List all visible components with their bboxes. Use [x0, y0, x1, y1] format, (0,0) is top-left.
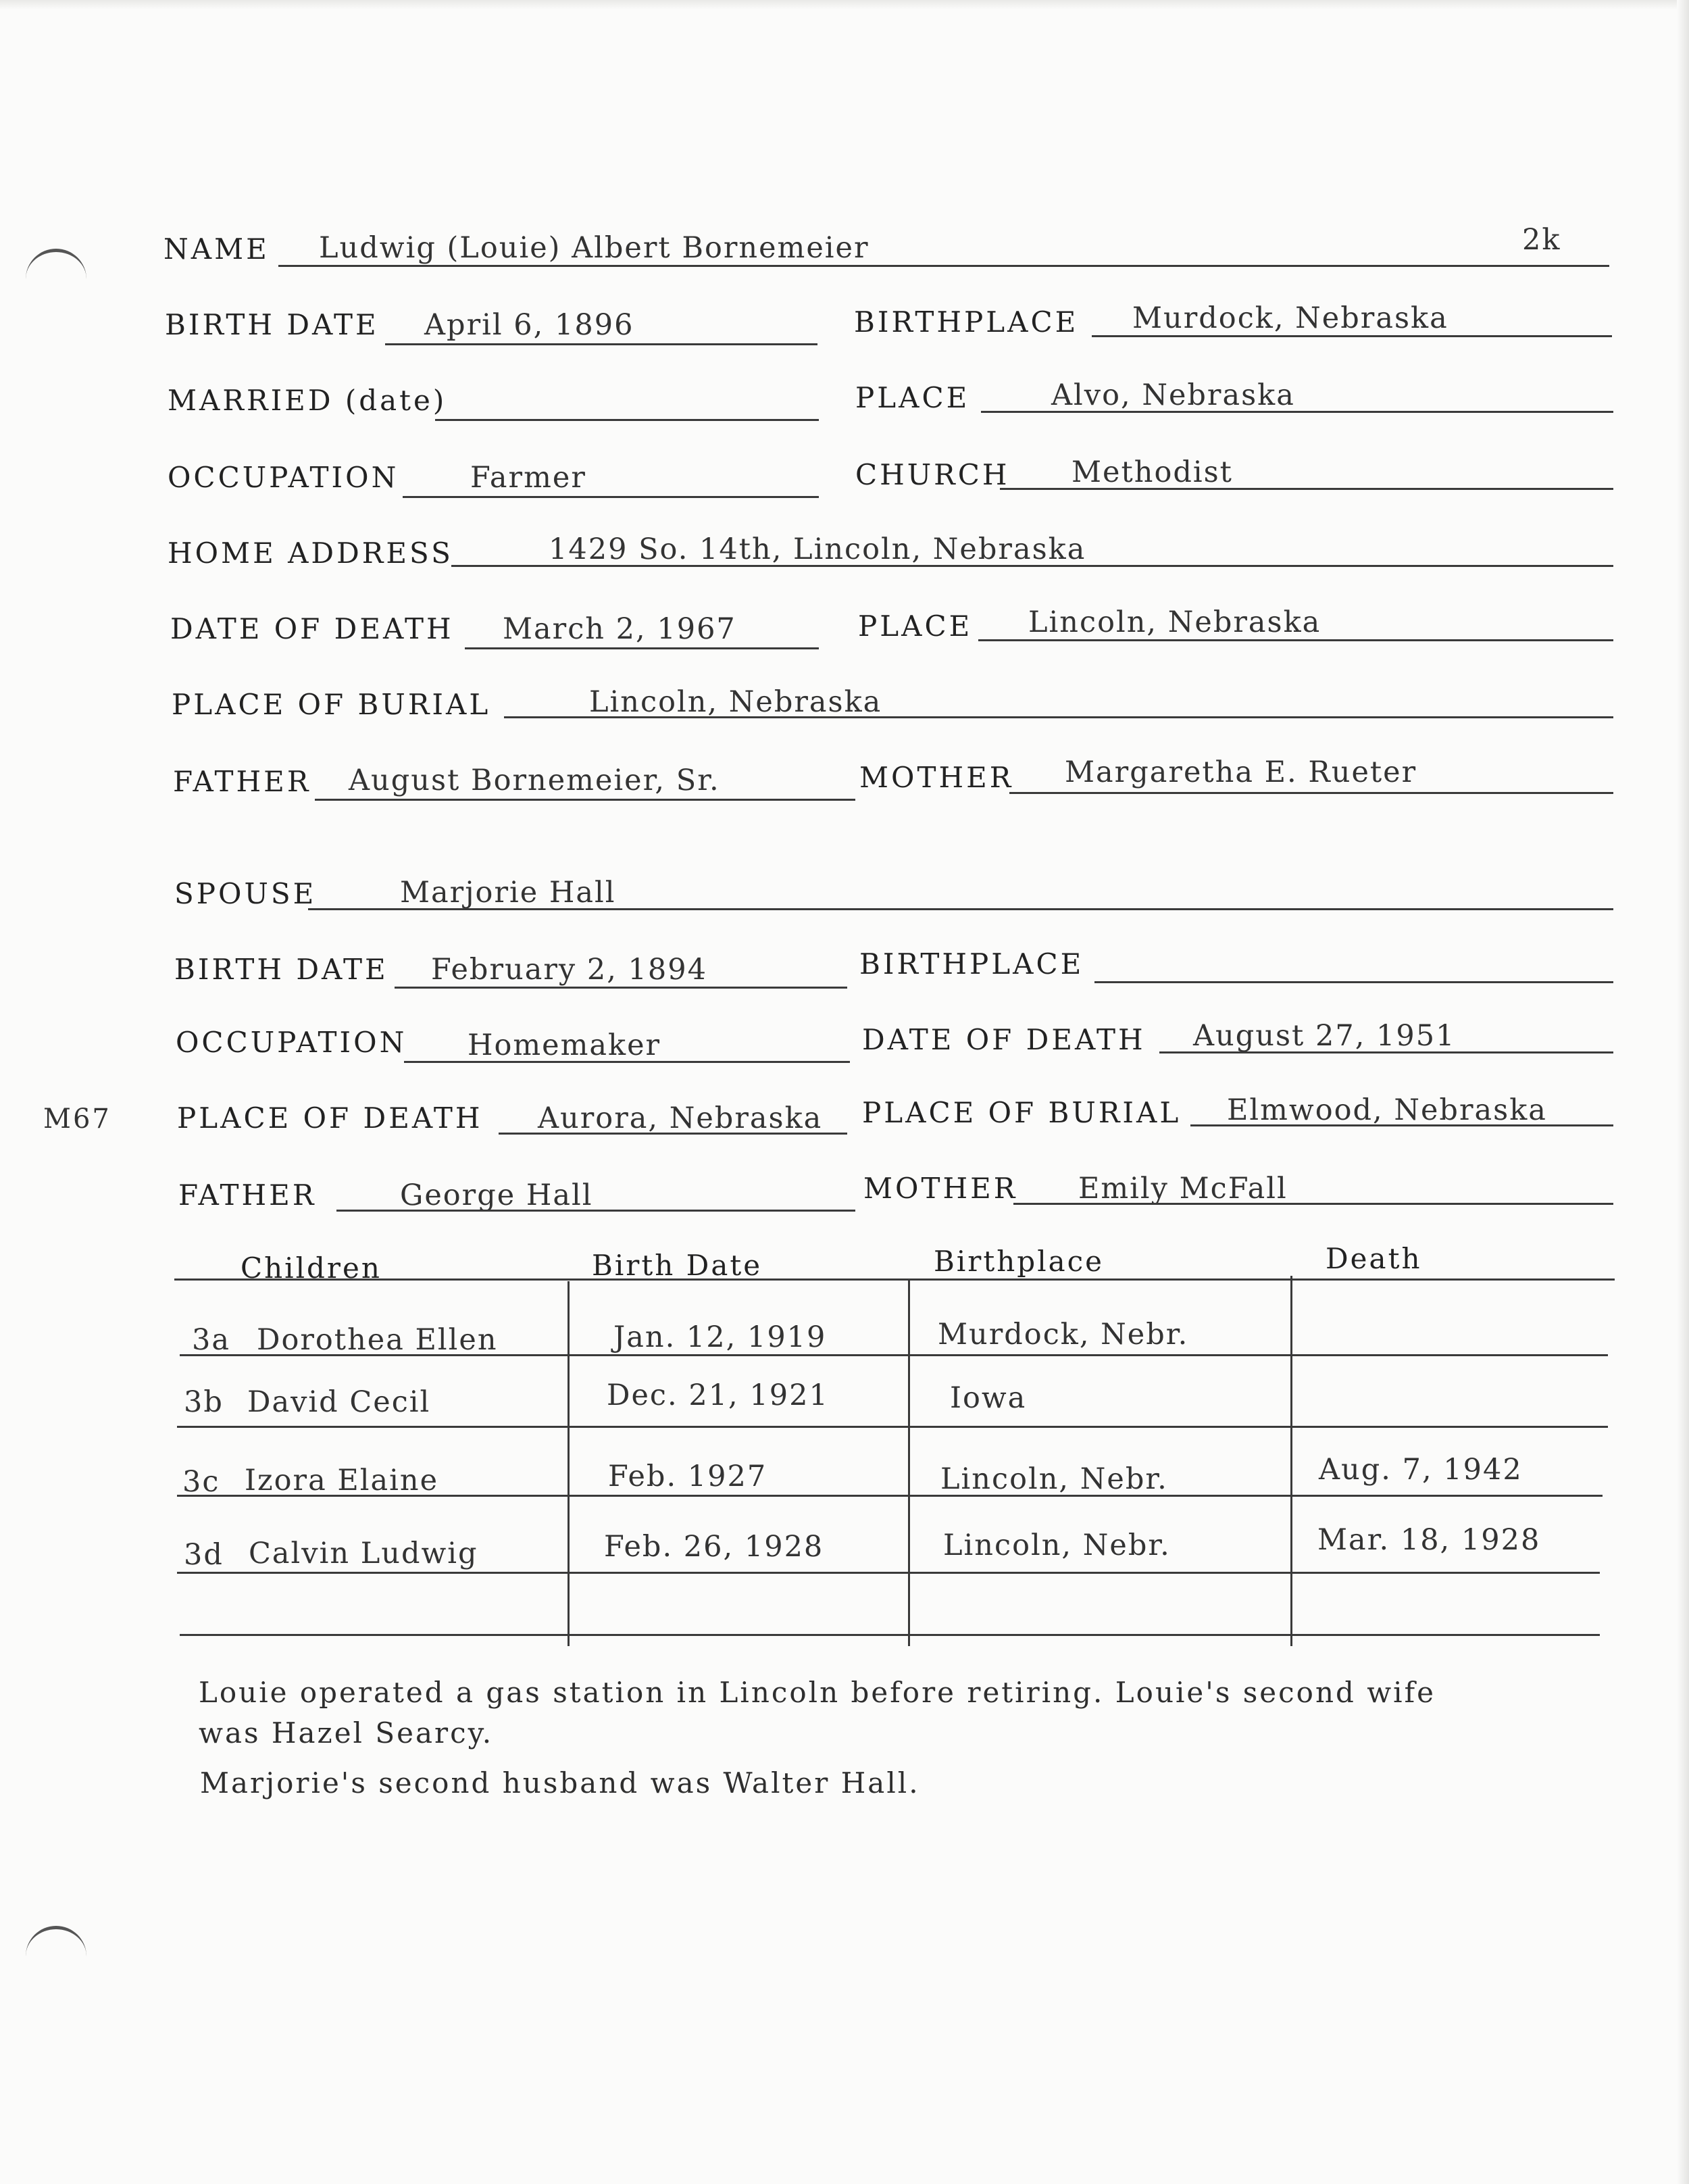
- spouse-burial-place: Elmwood, Nebraska: [1227, 1093, 1547, 1127]
- mother-label: MOTHER: [859, 761, 1014, 794]
- birth-date-label: BIRTH DATE: [165, 308, 379, 341]
- birth-date-column-header: Birth Date: [592, 1249, 763, 1282]
- death-place-label: PLACE: [858, 610, 973, 643]
- church-label: CHURCH: [855, 458, 1010, 491]
- home-address-line: [451, 565, 1613, 567]
- spouse-date-of-death-line: [1159, 1051, 1613, 1053]
- page-edge: [0, 0, 1689, 9]
- spouse-date-of-death-label: DATE OF DEATH: [862, 1023, 1146, 1056]
- subject-church: Methodist: [1072, 455, 1233, 489]
- burial-label: PLACE OF BURIAL: [172, 688, 491, 721]
- table-column-divider: [1290, 1276, 1292, 1646]
- church-line: [1000, 488, 1613, 490]
- subject-home-address: 1429 So. 14th, Lincoln, Nebraska: [549, 532, 1086, 566]
- birthplace-line: [1092, 335, 1612, 337]
- page-id: 2k: [1522, 223, 1561, 257]
- spouse-birthplace-line: [1094, 981, 1613, 983]
- occupation-label: OCCUPATION: [168, 461, 399, 494]
- spouse-place-of-death: Aurora, Nebraska: [538, 1101, 823, 1135]
- table-row-line: [177, 1495, 1603, 1497]
- date-of-death-line: [465, 647, 819, 649]
- married-date-line: [435, 419, 819, 421]
- child-birth-date: Jan. 12, 1919: [613, 1320, 827, 1354]
- child-birthplace: Iowa: [950, 1381, 1027, 1415]
- spouse-father-label: FATHER: [178, 1178, 317, 1212]
- table-column-divider: [908, 1279, 910, 1646]
- spouse-occupation-label: OCCUPATION: [176, 1026, 407, 1059]
- child-birth-date: Dec. 21, 1921: [607, 1379, 829, 1412]
- binder-hole-bottom: [26, 1926, 86, 1977]
- subject-birthplace: Murdock, Nebraska: [1132, 301, 1448, 335]
- married-place-label: PLACE: [855, 381, 970, 414]
- note-line: Louie operated a gas station in Lincoln before retiring. Louie's second wife: [199, 1676, 1436, 1709]
- child-id: 3c: [182, 1465, 220, 1499]
- table-bottom-line: [180, 1634, 1600, 1636]
- mother-line: [1009, 792, 1613, 794]
- subject-death-place: Lincoln, Nebraska: [1028, 605, 1321, 639]
- table-row-line: [177, 1572, 1600, 1574]
- spouse-date-of-death: August 27, 1951: [1193, 1019, 1456, 1053]
- birth-date-line: [385, 343, 817, 345]
- binder-hole-top: [26, 249, 86, 299]
- death-column-header: Death: [1326, 1242, 1422, 1275]
- table-row-line: [180, 1354, 1608, 1356]
- death-place-line: [978, 639, 1613, 641]
- burial-line: [504, 716, 1613, 718]
- spouse-mother-line: [1013, 1203, 1613, 1205]
- child-birth-date: Feb. 1927: [608, 1460, 767, 1493]
- child-birthplace: Murdock, Nebr.: [938, 1318, 1189, 1351]
- children-column-header: Children: [241, 1251, 382, 1285]
- spouse-label: SPOUSE: [174, 877, 317, 910]
- child-death: Aug. 7, 1942: [1319, 1453, 1523, 1487]
- home-address-label: HOME ADDRESS: [168, 537, 453, 570]
- table-header-line: [174, 1279, 1615, 1281]
- date-of-death-label: DATE OF DEATH: [170, 612, 454, 645]
- table-row-line: [177, 1426, 1608, 1428]
- spouse-place-of-death-label: PLACE OF DEATH: [177, 1101, 483, 1135]
- child-death: Mar. 18, 1928: [1317, 1523, 1541, 1557]
- spouse-mother: Emily McFall: [1078, 1172, 1288, 1206]
- child-id: 3b: [184, 1385, 224, 1419]
- name-line: [278, 265, 1609, 267]
- father-line: [315, 799, 855, 801]
- subject-married-place: Alvo, Nebraska: [1051, 378, 1295, 412]
- child-id: 3a: [192, 1323, 230, 1357]
- spouse-birth-date-line: [395, 987, 847, 989]
- child-name: Dorothea Ellen: [257, 1323, 498, 1357]
- spouse-birth-date-label: BIRTH DATE: [174, 953, 388, 986]
- spouse-line: [308, 908, 1613, 910]
- note-line: Marjorie's second husband was Walter Hall.: [200, 1766, 920, 1800]
- married-label: MARRIED (date): [168, 384, 447, 417]
- note-line: was Hazel Searcy.: [199, 1716, 494, 1749]
- spouse-occupation: Homemaker: [468, 1028, 661, 1062]
- subject-occupation: Farmer: [470, 461, 586, 495]
- child-name: Calvin Ludwig: [249, 1537, 478, 1570]
- spouse-father: George Hall: [400, 1178, 593, 1212]
- spouse-place-of-death-line: [499, 1133, 847, 1135]
- margin-code: M67: [43, 1103, 111, 1135]
- spouse-occupation-line: [404, 1061, 850, 1063]
- child-birthplace: Lincoln, Nebr.: [943, 1529, 1171, 1562]
- spouse-father-line: [336, 1210, 855, 1212]
- subject-date-of-death: March 2, 1967: [503, 612, 736, 646]
- child-name: Izora Elaine: [245, 1464, 439, 1497]
- page-edge: [1677, 0, 1689, 2184]
- subject-burial-place: Lincoln, Nebraska: [589, 685, 882, 719]
- spouse-birth-date: February 2, 1894: [431, 953, 707, 987]
- spouse-mother-label: MOTHER: [863, 1172, 1018, 1205]
- father-label: FATHER: [173, 765, 311, 798]
- occupation-line: [403, 496, 819, 498]
- subject-mother: Margaretha E. Rueter: [1065, 755, 1417, 789]
- table-column-divider: [568, 1281, 570, 1646]
- spouse-burial-label: PLACE OF BURIAL: [862, 1096, 1182, 1129]
- birthplace-column-header: Birthplace: [934, 1245, 1105, 1278]
- subject-birth-date: April 6, 1896: [424, 308, 634, 342]
- subject-father: August Bornemeier, Sr.: [349, 764, 720, 797]
- spouse-name: Marjorie Hall: [400, 876, 616, 910]
- child-id: 3d: [184, 1538, 224, 1572]
- subject-name: Ludwig (Louie) Albert Bornemeier: [319, 231, 869, 265]
- child-name: David Cecil: [247, 1385, 431, 1419]
- birthplace-label: BIRTHPLACE: [854, 305, 1079, 339]
- married-place-line: [981, 411, 1613, 413]
- child-birthplace: Lincoln, Nebr.: [940, 1462, 1168, 1496]
- spouse-burial-line: [1190, 1124, 1613, 1126]
- spouse-birthplace-label: BIRTHPLACE: [859, 947, 1084, 981]
- child-birth-date: Feb. 26, 1928: [604, 1530, 824, 1564]
- name-label: NAME: [163, 232, 270, 266]
